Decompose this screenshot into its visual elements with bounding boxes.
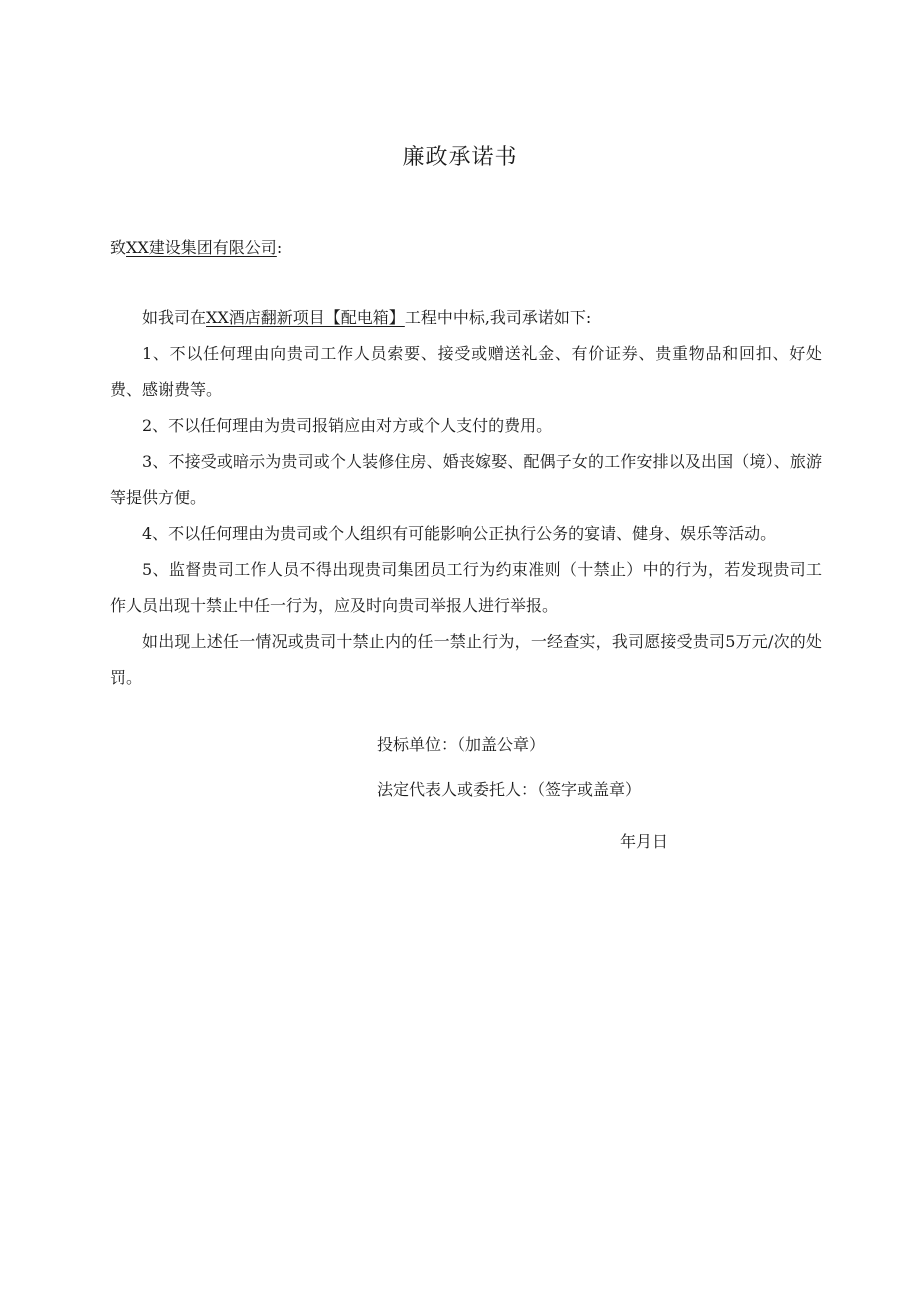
clause-4: 4、不以任何理由为贵司或个人组织有可能影响公正执行公务的宴请、健身、娱乐等活动。 [142,524,777,543]
addressee-suffix: : [276,238,283,257]
addressee-line [110,236,282,260]
intro-prefix: 如我司在 [142,308,207,327]
body-text [110,300,822,696]
clause-3: 3、不接受或暗示为贵司或个人装修住房、婚丧嫁娶、配偶子女的工作安排以及出国（境）、旅游等提供方便。 [110,452,822,507]
addressee-prefix: 致 [110,238,127,257]
clause-2: 2、不以任何理由为贵司报销应由对方或个人支付的费用。 [142,416,553,435]
signature-representative: 法定代表人或委托人：（签字或盖章） [377,780,642,799]
document-title: 廉政承诺书 [402,145,518,170]
addressee-company: XX建设集团有限公司 [126,238,277,257]
intro-project: XX酒店翻新项目【配电箱】 [206,308,405,327]
penalty-paragraph: 如出现上述任一情况或贵司十禁止内的任一禁止行为，一经查实，我司愿接受贵司5万元/次的处罚。 [110,632,822,687]
clause-5: 5、监督贵司工作人员不得出现贵司集团员工行为约束准则（十禁止）中的行为，若发现贵司工作人员出现十禁止中任一行为，应及时向贵司举报人进行举报。 [110,560,822,615]
signature-date: 年月日 [620,832,669,851]
signature-unit: 投标单位：（加盖公章） [377,735,546,754]
intro-suffix: 工程中中标,我司承诺如下: [404,308,592,327]
intro-paragraph [110,300,822,336]
clause-1: 1、不以任何理由向贵司工作人员索要、接受或赠送礼金、有价证券、贵重物品和回扣、好处费、感谢费等。 [110,344,822,399]
